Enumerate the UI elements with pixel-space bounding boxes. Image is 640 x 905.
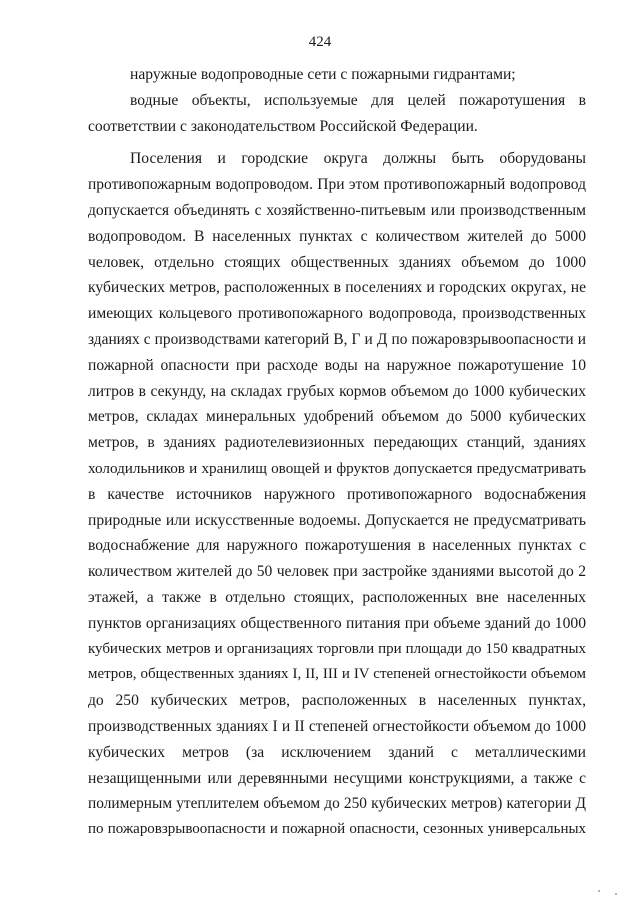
- text-line: кубических метров (за исключением зданий с металлическими: [88, 743, 586, 761]
- text-line: по пожаровзрывоопасности и пожарной опасности, сезонных универсальных: [88, 821, 586, 838]
- text-line: имеющих кольцевого противопожарного водопровода, производственных: [88, 305, 586, 323]
- body-text: [88, 62, 586, 843]
- page-number: 424: [308, 34, 332, 50]
- text-line: водоснабжение для наружного пожаротушения в населенных пунктах с: [88, 537, 586, 555]
- text-line: кубических метров и организациях торговли при площади до 150 квадратных: [88, 640, 586, 657]
- text-line: метров, в зданиях радиотелевизионных передающих станций, зданиях: [88, 434, 586, 452]
- scan-speck: [615, 893, 617, 895]
- text-line: пунктов организациях общественного питания при объеме зданий до 1000: [88, 614, 586, 632]
- text-line: полимерным утеплителем объемом до 250 кубических метров) категории Д: [88, 795, 586, 813]
- text-line: производственных зданиях I и II степеней огнестойкости объемом до 1000: [88, 717, 586, 735]
- text-line: холодильников и хранилищ овощей и фруктов допускается предусматривать: [88, 459, 586, 477]
- text-line: Поселения и городские округа должны быть оборудованы: [130, 150, 586, 168]
- text-line: литров в секунду, на складах грубых кормов объемом до 1000 кубических: [88, 382, 586, 400]
- text-line: допускается объединять с хозяйственно-питьевым или производственным: [88, 201, 586, 219]
- text-line: метров, складах минеральных удобрений объемом до 5000 кубических: [88, 408, 586, 426]
- scan-speck: [598, 890, 600, 892]
- text-line: в качестве источников наружного противопожарного водоснабжения: [88, 485, 586, 503]
- text-line: зданиях с производствами категорий В, Г и Д по пожаровзрывоопасности и: [88, 330, 586, 348]
- text-line: наружные водопроводные сети с пожарными гидрантами;: [130, 66, 516, 83]
- text-line: противопожарным водопроводом. При этом противопожарный водопровод: [88, 176, 586, 194]
- text-line: природные или искусственные водоемы. Допускается не предусматривать: [88, 511, 586, 529]
- text-line: водопроводом. В населенных пунктах с количеством жителей до 5000: [88, 227, 586, 245]
- text-line: соответствии с законодательством Российской Федерации.: [88, 117, 478, 135]
- text-line: до 250 кубических метров, расположенных в населенных пунктах,: [88, 692, 586, 710]
- text-line: водные объекты, используемые для целей пожаротушения в: [130, 91, 586, 109]
- text-line: пожарной опасности при расходе воды на наружное пожаротушение 10: [88, 356, 586, 374]
- text-line: метров, общественных зданиях I, II, III и IV степеней огнестойкости объемом: [88, 666, 586, 683]
- text-line: человек, отдельно стоящих общественных зданиях объемом до 1000: [88, 253, 586, 271]
- text-line: кубических метров, расположенных в поселениях и городских округах, не: [88, 279, 586, 297]
- text-line: этажей, а также в отдельно стоящих, расположенных вне населенных: [88, 588, 586, 606]
- text-line: количеством жителей до 50 человек при застройке зданиями высотой до 2: [88, 563, 586, 581]
- text-line: незащищенными или деревянными несущими конструкциями, а также с: [88, 769, 586, 787]
